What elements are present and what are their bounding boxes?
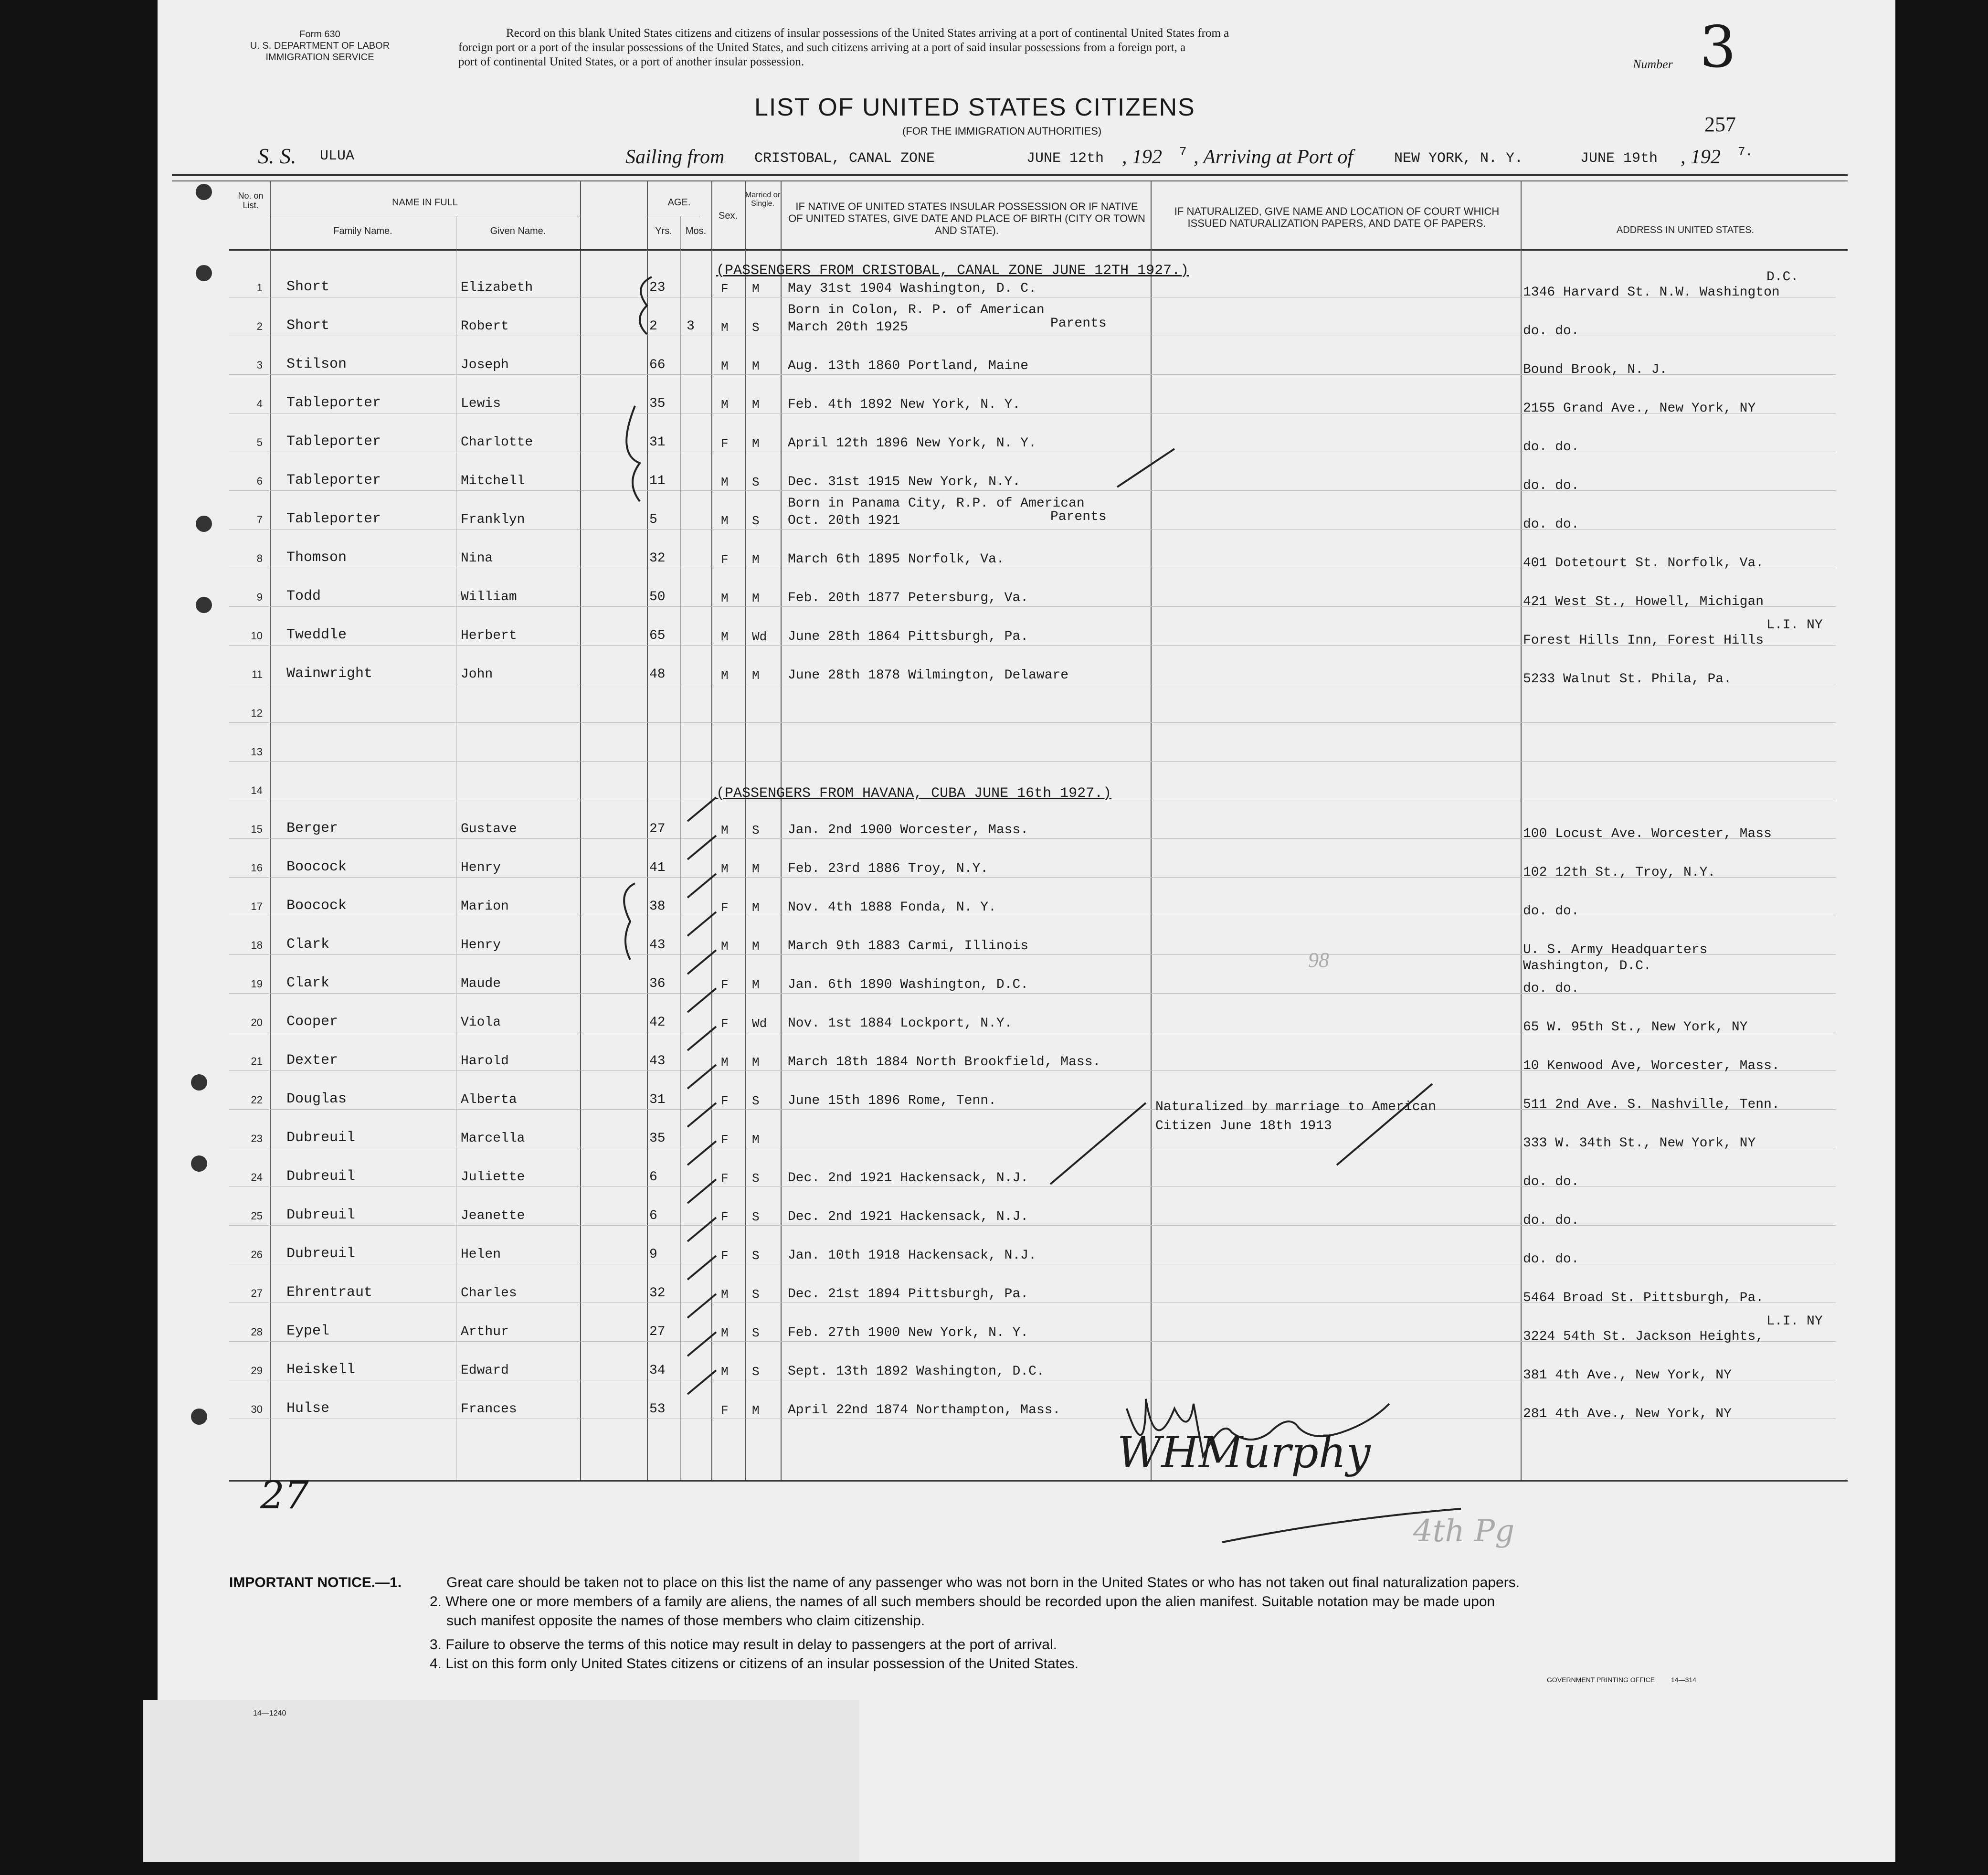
col-header-family: Family Name.: [333, 226, 392, 236]
birth-info: Aug. 13th 1860 Portland, Maine: [788, 359, 1029, 373]
row-number: 7: [256, 514, 263, 526]
section-header-havana: (PASSENGERS FROM HAVANA, CUBA JUNE 16th 1927.): [716, 785, 1112, 802]
address: 65 W. 95th St., New York, NY: [1523, 1020, 1748, 1035]
col-header-no: No. on List.: [238, 191, 264, 210]
to-year-digit: 7.: [1738, 145, 1753, 159]
family-name: Tweddle: [286, 627, 347, 643]
age-years: 36: [649, 976, 666, 991]
age-years: 53: [649, 1402, 666, 1417]
record-note-3: port of continental United States, or a port of another insular possession.: [458, 55, 804, 68]
address: 401 Dotetourt St. Norfolk, Va.: [1523, 556, 1764, 571]
family-name: Thomson: [286, 550, 347, 566]
row-number: 20: [251, 1017, 263, 1028]
birth-info: Jan. 6th 1890 Washington, D.C.: [788, 977, 1029, 992]
address: do. do.: [1523, 478, 1579, 493]
section-header-cristobal: (PASSENGERS FROM CRISTOBAL, CANAL ZONE JUNE 12TH 1927.): [716, 263, 1189, 279]
birth-info: Sept. 13th 1892 Washington, D.C.: [788, 1364, 1045, 1379]
page-title: LIST OF UNITED STATES CITIZENS: [754, 94, 1195, 121]
row-number: 25: [251, 1210, 263, 1222]
sex: F: [721, 552, 729, 567]
to-date: JUNE 19th: [1580, 150, 1658, 167]
given-name: Edward: [461, 1363, 509, 1378]
age-years: 11: [649, 474, 666, 488]
marital-status: S: [752, 1326, 760, 1340]
notice-3: 3. Failure to observe the terms of this notice may result in delay to passengers at the port of arrival.: [430, 1637, 1057, 1653]
birth-info: June 28th 1878 Wilmington, Delaware: [788, 668, 1069, 683]
row-number: 10: [251, 630, 263, 642]
birth-info-line: Born in Panama City, R.P. of American: [788, 496, 1085, 511]
address: 102 12th St., Troy, N.Y.: [1523, 865, 1716, 880]
given-name: Robert: [461, 319, 509, 334]
family-name: Tableporter: [286, 395, 381, 411]
address: do. do.: [1523, 1252, 1579, 1267]
marital-status: S: [752, 475, 760, 489]
age-years: 2: [649, 319, 657, 334]
row-number: 19: [251, 978, 263, 990]
family-name: Dexter: [286, 1052, 338, 1069]
from-date: JUNE 12th: [1026, 150, 1104, 167]
row-number: 16: [251, 862, 263, 874]
address: 281 4th Ave., New York, NY: [1523, 1407, 1732, 1421]
given-name: Jeanette: [461, 1208, 525, 1223]
signature: WHMurphy: [1117, 1428, 1371, 1478]
address: 511 2nd Ave. S. Nashville, Tenn.: [1523, 1097, 1780, 1112]
address: do. do.: [1523, 440, 1579, 455]
sex: F: [721, 978, 729, 992]
given-name: Viola: [461, 1015, 501, 1030]
family-name: Todd: [286, 588, 321, 604]
address: Forest Hills Inn, Forest Hills: [1523, 633, 1764, 648]
address: 1346 Harvard St. N.W. Washington: [1523, 285, 1780, 300]
age-years: 31: [649, 435, 666, 450]
family-name: Tableporter: [286, 511, 381, 527]
record-note-2: foreign port or a port of the insular possessions of the United States, and such citizens arriving at a port of said insular possessions from a foreign port, a: [458, 41, 1186, 54]
col-header-married: Married or Single.: [745, 191, 780, 208]
family-name: Tableporter: [286, 434, 381, 450]
birth-info: Dec. 2nd 1921 Hackensack, N.J.: [788, 1209, 1029, 1224]
birth-info: April 12th 1896 New York, N. Y.: [788, 436, 1036, 451]
row-number: 12: [251, 707, 263, 719]
row-number: 1: [256, 282, 263, 294]
marital-status: M: [752, 552, 760, 567]
given-name: Herbert: [461, 628, 517, 643]
birth-info: Jan. 2nd 1900 Worcester, Mass.: [788, 823, 1029, 837]
family-name: Eypel: [286, 1323, 330, 1339]
birth-info: June 15th 1896 Rome, Tenn.: [788, 1093, 996, 1108]
family-name: Ehrentraut: [286, 1284, 373, 1301]
given-name: Helen: [461, 1247, 501, 1262]
marital-status: S: [752, 514, 760, 528]
birth-info: Feb. 27th 1900 New York, N. Y.: [788, 1325, 1029, 1340]
sex: M: [721, 359, 729, 373]
given-name: Arthur: [461, 1324, 509, 1339]
row-number: 3: [256, 359, 263, 371]
row-number: 22: [251, 1094, 263, 1106]
sex: M: [721, 320, 729, 335]
tick-marks: [687, 797, 716, 1394]
birth-info: May 31st 1904 Washington, D. C.: [788, 281, 1036, 296]
row-number: 11: [252, 668, 263, 680]
birth-info: Nov. 4th 1888 Fonda, N. Y.: [788, 900, 996, 915]
given-name: Alberta: [461, 1092, 517, 1107]
naturalization-date: Citizen June 18th 1913: [1155, 1119, 1332, 1133]
address: 381 4th Ave., New York, NY: [1523, 1368, 1732, 1383]
marital-status: M: [752, 862, 760, 876]
address: 10 Kenwood Ave, Worcester, Mass.: [1523, 1059, 1780, 1073]
birth-info-line: Born in Colon, R. P. of American: [788, 303, 1045, 318]
col-header-naturalized: IF NATURALIZED, GIVE NAME AND LOCATION OF COURT WHICH ISSUED NATURALIZATION PAPERS, AND DATE OF PAPERS.: [1174, 205, 1500, 229]
pencil-note: 4th Pg: [1413, 1514, 1515, 1549]
address: 100 Locust Ave. Worcester, Mass: [1523, 826, 1772, 841]
from-port: CRISTOBAL, CANAL ZONE: [754, 150, 935, 167]
age-years: 6: [649, 1208, 657, 1223]
family-name: Clark: [286, 936, 330, 953]
address-line: D.C.: [1766, 270, 1799, 285]
birth-info: Feb. 23rd 1886 Troy, N.Y.: [788, 861, 989, 876]
family-name: Boocock: [286, 859, 347, 875]
col-header-age: AGE.: [667, 197, 691, 208]
age-years: 31: [649, 1092, 666, 1107]
family-name: Dubreuil: [286, 1207, 356, 1223]
given-name: Henry: [461, 938, 501, 953]
given-name: Charles: [461, 1286, 517, 1301]
notice-2a: 2. Where one or more members of a family are aliens, the names of all such members should be recorded upon the alien manifest. Suitable notation may be made upon: [430, 1594, 1495, 1610]
marital-status: M: [752, 359, 760, 373]
bottom-code: 14—1240: [253, 1709, 286, 1717]
sex: M: [721, 398, 729, 412]
address-line: L.I. NY: [1766, 618, 1823, 633]
sex: F: [721, 1403, 729, 1418]
sex: M: [721, 475, 729, 489]
naturalization: Naturalized by marriage to American: [1155, 1100, 1437, 1114]
marital-status: S: [752, 823, 760, 837]
address: 5464 Broad St. Pittsburgh, Pa.: [1523, 1291, 1764, 1305]
marital-status: S: [752, 1287, 760, 1302]
print-code: 14—314: [1671, 1676, 1696, 1684]
address: 421 West St., Howell, Michigan: [1523, 594, 1764, 609]
number-label: Number: [1633, 57, 1673, 71]
sex: F: [721, 1094, 729, 1108]
age-years: 5: [649, 512, 657, 527]
sex: M: [721, 823, 729, 837]
row-number: 14: [251, 784, 263, 796]
sex: M: [721, 1365, 729, 1379]
marital-status: S: [752, 320, 760, 335]
sailing-label: Sailing from: [625, 146, 725, 168]
age-years: 66: [649, 358, 666, 372]
sex: F: [721, 436, 729, 451]
age-years: 48: [649, 667, 666, 682]
given-name: Gustave: [461, 822, 517, 837]
family-name: Cooper: [286, 1014, 338, 1030]
from-year-digit: 7: [1179, 145, 1187, 159]
col-header-birth: IF NATIVE OF UNITED STATES INSULAR POSSESSION OR IF NATIVE OF UNITED STATES, GIVE DATE AND PLACE OF BIRTH (CITY OR TOWN AND STATE).: [788, 201, 1145, 236]
sex: F: [721, 1249, 729, 1263]
marital-status: M: [752, 978, 760, 992]
col-header-mos: Mos.: [685, 226, 707, 236]
row-number: 17: [251, 900, 263, 912]
family-name: Hulse: [286, 1400, 330, 1417]
age-years: 32: [649, 1286, 666, 1301]
row-number: 30: [251, 1403, 263, 1415]
given-name: Harold: [461, 1054, 509, 1069]
family-name: Short: [286, 318, 330, 334]
age-years: 35: [649, 396, 666, 411]
sex: F: [721, 1210, 729, 1224]
given-name: Lewis: [461, 396, 501, 411]
age-years: 65: [649, 628, 666, 643]
birth-info: June 28th 1864 Pittsburgh, Pa.: [788, 629, 1029, 644]
sex: M: [721, 630, 729, 644]
birth-info: March 18th 1884 North Brookfield, Mass.: [788, 1055, 1101, 1070]
row-number: 5: [256, 436, 263, 448]
marital-status: Wd: [752, 630, 767, 644]
row-number: 2: [256, 320, 263, 332]
family-name: Dubreuil: [286, 1168, 356, 1185]
address: do. do.: [1523, 1175, 1579, 1189]
given-name: Frances: [461, 1402, 517, 1417]
address: 333 W. 34th St., New York, NY: [1523, 1136, 1756, 1151]
check-marks: [1050, 449, 1432, 1184]
given-name: Maude: [461, 976, 501, 991]
birth-info: March 9th 1883 Carmi, Illinois: [788, 939, 1029, 953]
notice-lead: IMPORTANT NOTICE.—1.: [229, 1575, 402, 1590]
age-years: 43: [649, 1054, 666, 1069]
age-years: 27: [649, 1324, 666, 1339]
birth-info: Nov. 1st 1884 Lockport, N.Y.: [788, 1016, 1013, 1031]
sex: M: [721, 1055, 729, 1070]
birth-info: Dec. 31st 1915 New York, N.Y.: [788, 475, 1021, 489]
notice-4: 4. List on this form only United States citizens or citizens of an insular possession of the United States.: [430, 1656, 1079, 1672]
service: IMMIGRATION SERVICE: [265, 52, 374, 63]
age-years: 38: [649, 899, 666, 914]
given-name: Mitchell: [461, 474, 525, 488]
row-number: 18: [251, 939, 263, 951]
marital-status: S: [752, 1094, 760, 1108]
marital-status: M: [752, 1403, 760, 1418]
to-port: NEW YORK, N. Y.: [1394, 150, 1523, 167]
record-note-1: Record on this blank United States citizens and citizens of insular possessions of the United States arriving at a port of continental United States from a: [506, 27, 1229, 40]
ss-label: S. S.: [258, 144, 296, 168]
sex: M: [721, 862, 729, 876]
given-name: Elizabeth: [461, 280, 533, 295]
birth-info: Feb. 20th 1877 Petersburg, Va.: [788, 591, 1029, 605]
given-name: Franklyn: [461, 512, 525, 527]
sex: M: [721, 1287, 729, 1302]
address: do. do.: [1523, 981, 1579, 996]
age-years: 34: [649, 1363, 666, 1378]
given-name: Henry: [461, 860, 501, 875]
family-name: Dubreuil: [286, 1130, 356, 1146]
margin-mark: 27: [260, 1473, 309, 1517]
family-name: Tableporter: [286, 472, 381, 488]
age-years: 9: [649, 1247, 657, 1262]
given-name: Charlotte: [461, 435, 533, 450]
row-number: 28: [251, 1326, 263, 1338]
row-number: 23: [251, 1133, 263, 1144]
given-name: Joseph: [461, 358, 509, 372]
address: do. do.: [1523, 904, 1579, 919]
family-name: Dubreuil: [286, 1246, 356, 1262]
birth-info: Jan. 10th 1918 Hackensack, N.J.: [788, 1248, 1036, 1263]
given-name: William: [461, 590, 517, 604]
sex: F: [721, 282, 729, 296]
birth-info-parents: Parents: [1050, 509, 1107, 524]
ship-name: ULUA: [320, 148, 355, 164]
department: U. S. DEPARTMENT OF LABOR: [250, 41, 390, 51]
marital-status: M: [752, 900, 760, 915]
marital-status: M: [752, 591, 760, 605]
row-number: 15: [251, 823, 263, 835]
age-years: 42: [649, 1015, 666, 1030]
marital-status: S: [752, 1171, 760, 1186]
age-years: 41: [649, 860, 666, 875]
address: U. S. Army Headquarters: [1523, 943, 1708, 957]
marital-status: Wd: [752, 1017, 767, 1031]
birth-info: April 22nd 1874 Northampton, Mass.: [788, 1403, 1061, 1418]
row-number: 8: [256, 552, 263, 564]
form-number: Form 630: [299, 29, 340, 40]
number-value: 3: [1700, 14, 1736, 81]
birth-info: Dec. 21st 1894 Pittsburgh, Pa.: [788, 1287, 1029, 1302]
address-line: Washington, D.C.: [1523, 959, 1651, 974]
age-years: 50: [649, 590, 666, 604]
arriving-label: , Arriving at Port of: [1194, 146, 1354, 168]
family-name: Heiskell: [286, 1362, 356, 1378]
row-number: 6: [256, 475, 263, 487]
address: 2155 Grand Ave., New York, NY: [1523, 401, 1756, 416]
marital-status: M: [752, 1133, 760, 1147]
sex: F: [721, 1133, 729, 1147]
address-line: L.I. NY: [1766, 1314, 1823, 1329]
row-number: 27: [251, 1287, 263, 1299]
sex: M: [721, 514, 729, 528]
marital-status: M: [752, 668, 760, 683]
row-number: 21: [251, 1055, 263, 1067]
address: do. do.: [1523, 517, 1579, 532]
birth-info: Dec. 2nd 1921 Hackensack, N.J.: [788, 1171, 1029, 1186]
sex: M: [721, 939, 729, 953]
row-number: 29: [251, 1365, 263, 1377]
row-number: 4: [256, 398, 263, 410]
col-header-name: NAME IN FULL: [392, 197, 458, 208]
notice-2b: such manifest opposite the names of those members who claim citizenship.: [446, 1613, 925, 1629]
marital-status: S: [752, 1365, 760, 1379]
sex: F: [721, 1017, 729, 1031]
family-name: Berger: [286, 820, 338, 837]
page-stamp: 257: [1704, 113, 1736, 136]
page-subtitle: (FOR THE IMMIGRATION AUTHORITIES): [902, 125, 1102, 137]
given-name: John: [461, 667, 493, 682]
family-name: Stilson: [286, 356, 347, 372]
col-header-address: ADDRESS IN UNITED STATES.: [1616, 225, 1755, 235]
printer-credit: GOVERNMENT PRINTING OFFICE: [1547, 1676, 1655, 1684]
bracket-mark: [624, 277, 652, 960]
col-header-given: Given Name.: [490, 226, 546, 236]
marital-status: S: [752, 1210, 760, 1224]
address: do. do.: [1523, 324, 1579, 339]
address: 3224 54th St. Jackson Heights,: [1523, 1329, 1764, 1344]
family-name: Short: [286, 279, 330, 295]
age-years: 35: [649, 1131, 666, 1146]
given-name: Marion: [461, 899, 509, 914]
birth-info: March 20th 1925: [788, 320, 909, 335]
sex: M: [721, 1326, 729, 1340]
family-name: Boocock: [286, 898, 347, 914]
birth-info: Feb. 4th 1892 New York, N. Y.: [788, 397, 1021, 412]
family-name: Wainwright: [286, 666, 373, 682]
address: Bound Brook, N. J.: [1523, 362, 1668, 377]
row-number: 13: [251, 746, 263, 758]
birth-info: Oct. 20th 1921: [788, 513, 900, 528]
notice-1: Great care should be taken not to place on this list the name of any passenger who was not born in the United States or who has not taken out final naturalization papers.: [446, 1575, 1520, 1590]
marital-status: M: [752, 398, 760, 412]
family-name: Clark: [286, 975, 330, 991]
col-header-yrs: Yrs.: [655, 226, 672, 236]
sex: F: [721, 900, 729, 915]
age-years: 27: [649, 822, 666, 837]
sex: M: [721, 668, 729, 683]
marital-status: S: [752, 1249, 760, 1263]
family-name: Douglas: [286, 1091, 347, 1107]
row-number: 26: [251, 1249, 263, 1261]
sex: F: [721, 1171, 729, 1186]
col-header-sex: Sex.: [718, 211, 738, 221]
age-years: 32: [649, 551, 666, 566]
marital-status: M: [752, 939, 760, 953]
to-year-prefix: , 192: [1681, 146, 1721, 168]
birth-info-parents: Parents: [1050, 316, 1107, 331]
center-mark: 98: [1308, 948, 1329, 972]
address: 5233 Walnut St. Phila, Pa.: [1523, 672, 1732, 687]
age-years: 23: [649, 280, 666, 295]
age-years: 43: [649, 938, 666, 953]
row-number: 9: [256, 591, 263, 603]
sex: M: [721, 591, 729, 605]
marital-status: M: [752, 1055, 760, 1070]
given-name: Juliette: [461, 1170, 525, 1185]
marital-status: M: [752, 436, 760, 451]
from-year-prefix: , 192: [1122, 146, 1162, 168]
given-name: Nina: [461, 551, 493, 566]
age-months: 3: [687, 319, 695, 334]
marital-status: M: [752, 282, 760, 296]
age-years: 6: [649, 1170, 657, 1185]
given-name: Marcella: [461, 1131, 525, 1146]
birth-info: March 6th 1895 Norfolk, Va.: [788, 552, 1005, 567]
address: do. do.: [1523, 1213, 1579, 1228]
row-number: 24: [251, 1171, 263, 1183]
